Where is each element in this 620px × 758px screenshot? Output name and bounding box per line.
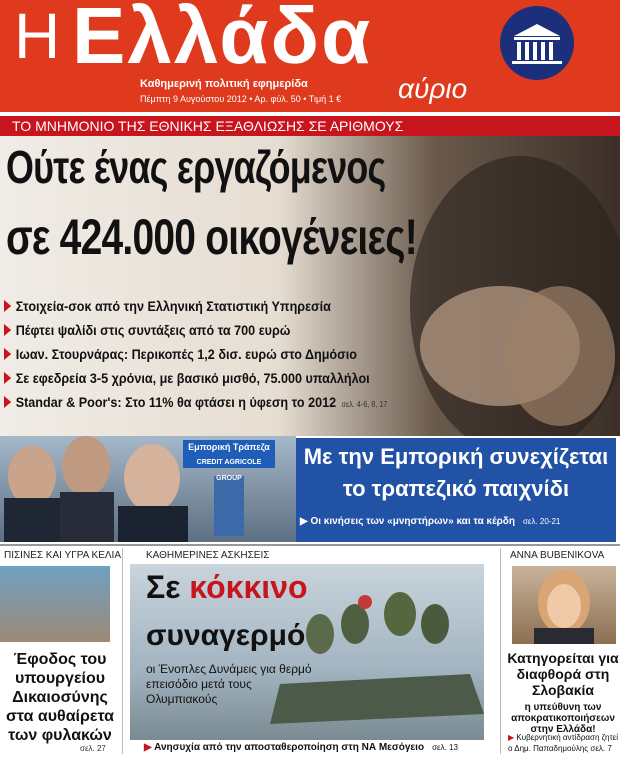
right-story-headline: Κατηγορείται για διαφθορά στη Σλοβακία [507,650,619,698]
lead-bullet: Πέφτει ψαλίδι στις συντάξεις από τα 700 ευρώ [4,322,290,338]
masthead-date-line: Πέμπτη 9 Αυγούστου 2012 • Αρ. φύλ. 50 • Τιμή 1 € [140,94,342,104]
right-story-sub: η υπεύθυνη των αποκρατικοποιήσεων στην Ελλάδα! [511,702,615,735]
right-story-label: ΑΝΝΑ BUBENIKOVA [510,550,605,561]
mid-story-label: ΚΑΘΗΜΕΡΙΝΕΣ ΑΣΚΗΣΕΙΣ [146,550,270,561]
triangle-bullet-icon: ▶ [508,733,517,742]
lead-page-ref: σελ. 4-6, 8, 17 [341,400,388,409]
left-story-headline: Έφοδος του υπουργείου Δικαιοσύνης στα αυθαίρετα των φυλακών [5,651,115,744]
bank-story-sub: ▶ Οι κινήσεις των «μνηστήρων» και τα κέρδη σελ. 20-21 [300,516,561,527]
right-story-page-ref: σελ. 7 [590,744,612,753]
bank-sign: Εμπορική Τράπεζα CREDIT AGRICOLE GROUP [183,440,275,468]
triangle-bullet-icon [4,372,11,384]
left-story-photo [0,566,110,642]
mid-story-headline-line1: Σε κόκκινο [146,569,308,605]
lead-headline-line2: σε 424.000 οικογένειες! [6,209,417,265]
mid-story-page-ref: σελ. 13 [432,743,458,752]
bank-story-page-ref: σελ. 20-21 [522,517,561,526]
right-story-photo [512,566,616,644]
mid-story-headline-line2: συναγερμό [146,619,306,652]
triangle-bullet-icon [4,324,11,336]
triangle-bullet-icon [4,348,11,360]
parthenon-logo-icon [500,6,574,80]
triangle-bullet-icon [4,396,11,408]
lead-bullet: Standar & Poor's: Στο 11% θα φτάσει η ύφεση το 2012 σελ. 4-6, 8, 17 [4,394,387,410]
mid-story-bullet: ▶ Ανησυχία από την αποσταθεροποίηση στη ΝΑ Μεσόγειο σελ. 13 [144,742,458,753]
lead-bullet: Ιωαν. Στουρνάρας: Περικοπές 1,2 δισ. ευρώ στο Δημόσιο [4,346,357,362]
masthead-prefix: Η [14,0,61,72]
mid-story-sub: οι Ένοπλες Δυνάμεις για θερμό επεισόδιο μετά τους Ολυμπιακούς [146,662,312,706]
triangle-bullet-icon: ▶ [144,742,155,753]
left-story-page-ref: σελ. 27 [80,744,106,753]
lead-headline-line1: Ούτε ένας εργαζόμενος [6,141,386,193]
masthead-suffix: αύριο [398,73,468,104]
lead-bullet: Στοιχεία-σοκ από την Ελληνική Στατιστική Υπηρεσία [4,298,331,314]
section-divider [0,544,620,546]
bank-story-title-line1: Με την Εμπορική συνεχίζεται [303,444,609,469]
column-divider [500,548,501,754]
column-divider [122,548,123,754]
lead-bullet: Σε εφεδρεία 3-5 χρόνια, με βασικό μισθό, 75.000 υπαλλήλοι [4,370,370,386]
masthead-title: Ελλάδα [72,0,373,80]
masthead-tagline: Καθημερινή πολιτική εφημερίδα [140,78,308,90]
left-story-label: ΠΙΣΙΝΕΣ ΚΑΙ ΥΓΡΑ ΚΕΛΙΑ [4,550,121,561]
triangle-bullet-icon [4,300,11,312]
right-story-bullet: ▶ Κυβερνητική αντίδραση ζητεί ο Δημ. Παπαδημούλης σελ. 7 [508,733,618,753]
triangle-bullet-icon: ▶ [300,516,311,527]
bank-story-title-line2: το τραπεζικό παιχνίδι [342,476,570,501]
lead-kicker: ΤΟ ΜΝΗΜΟΝΙΟ ΤΗΣ ΕΘΝΙΚΗΣ ΕΞΑΘΛΙΩΣΗΣ ΣΕ ΑΡΙΘΜΟΥΣ [0,116,620,136]
